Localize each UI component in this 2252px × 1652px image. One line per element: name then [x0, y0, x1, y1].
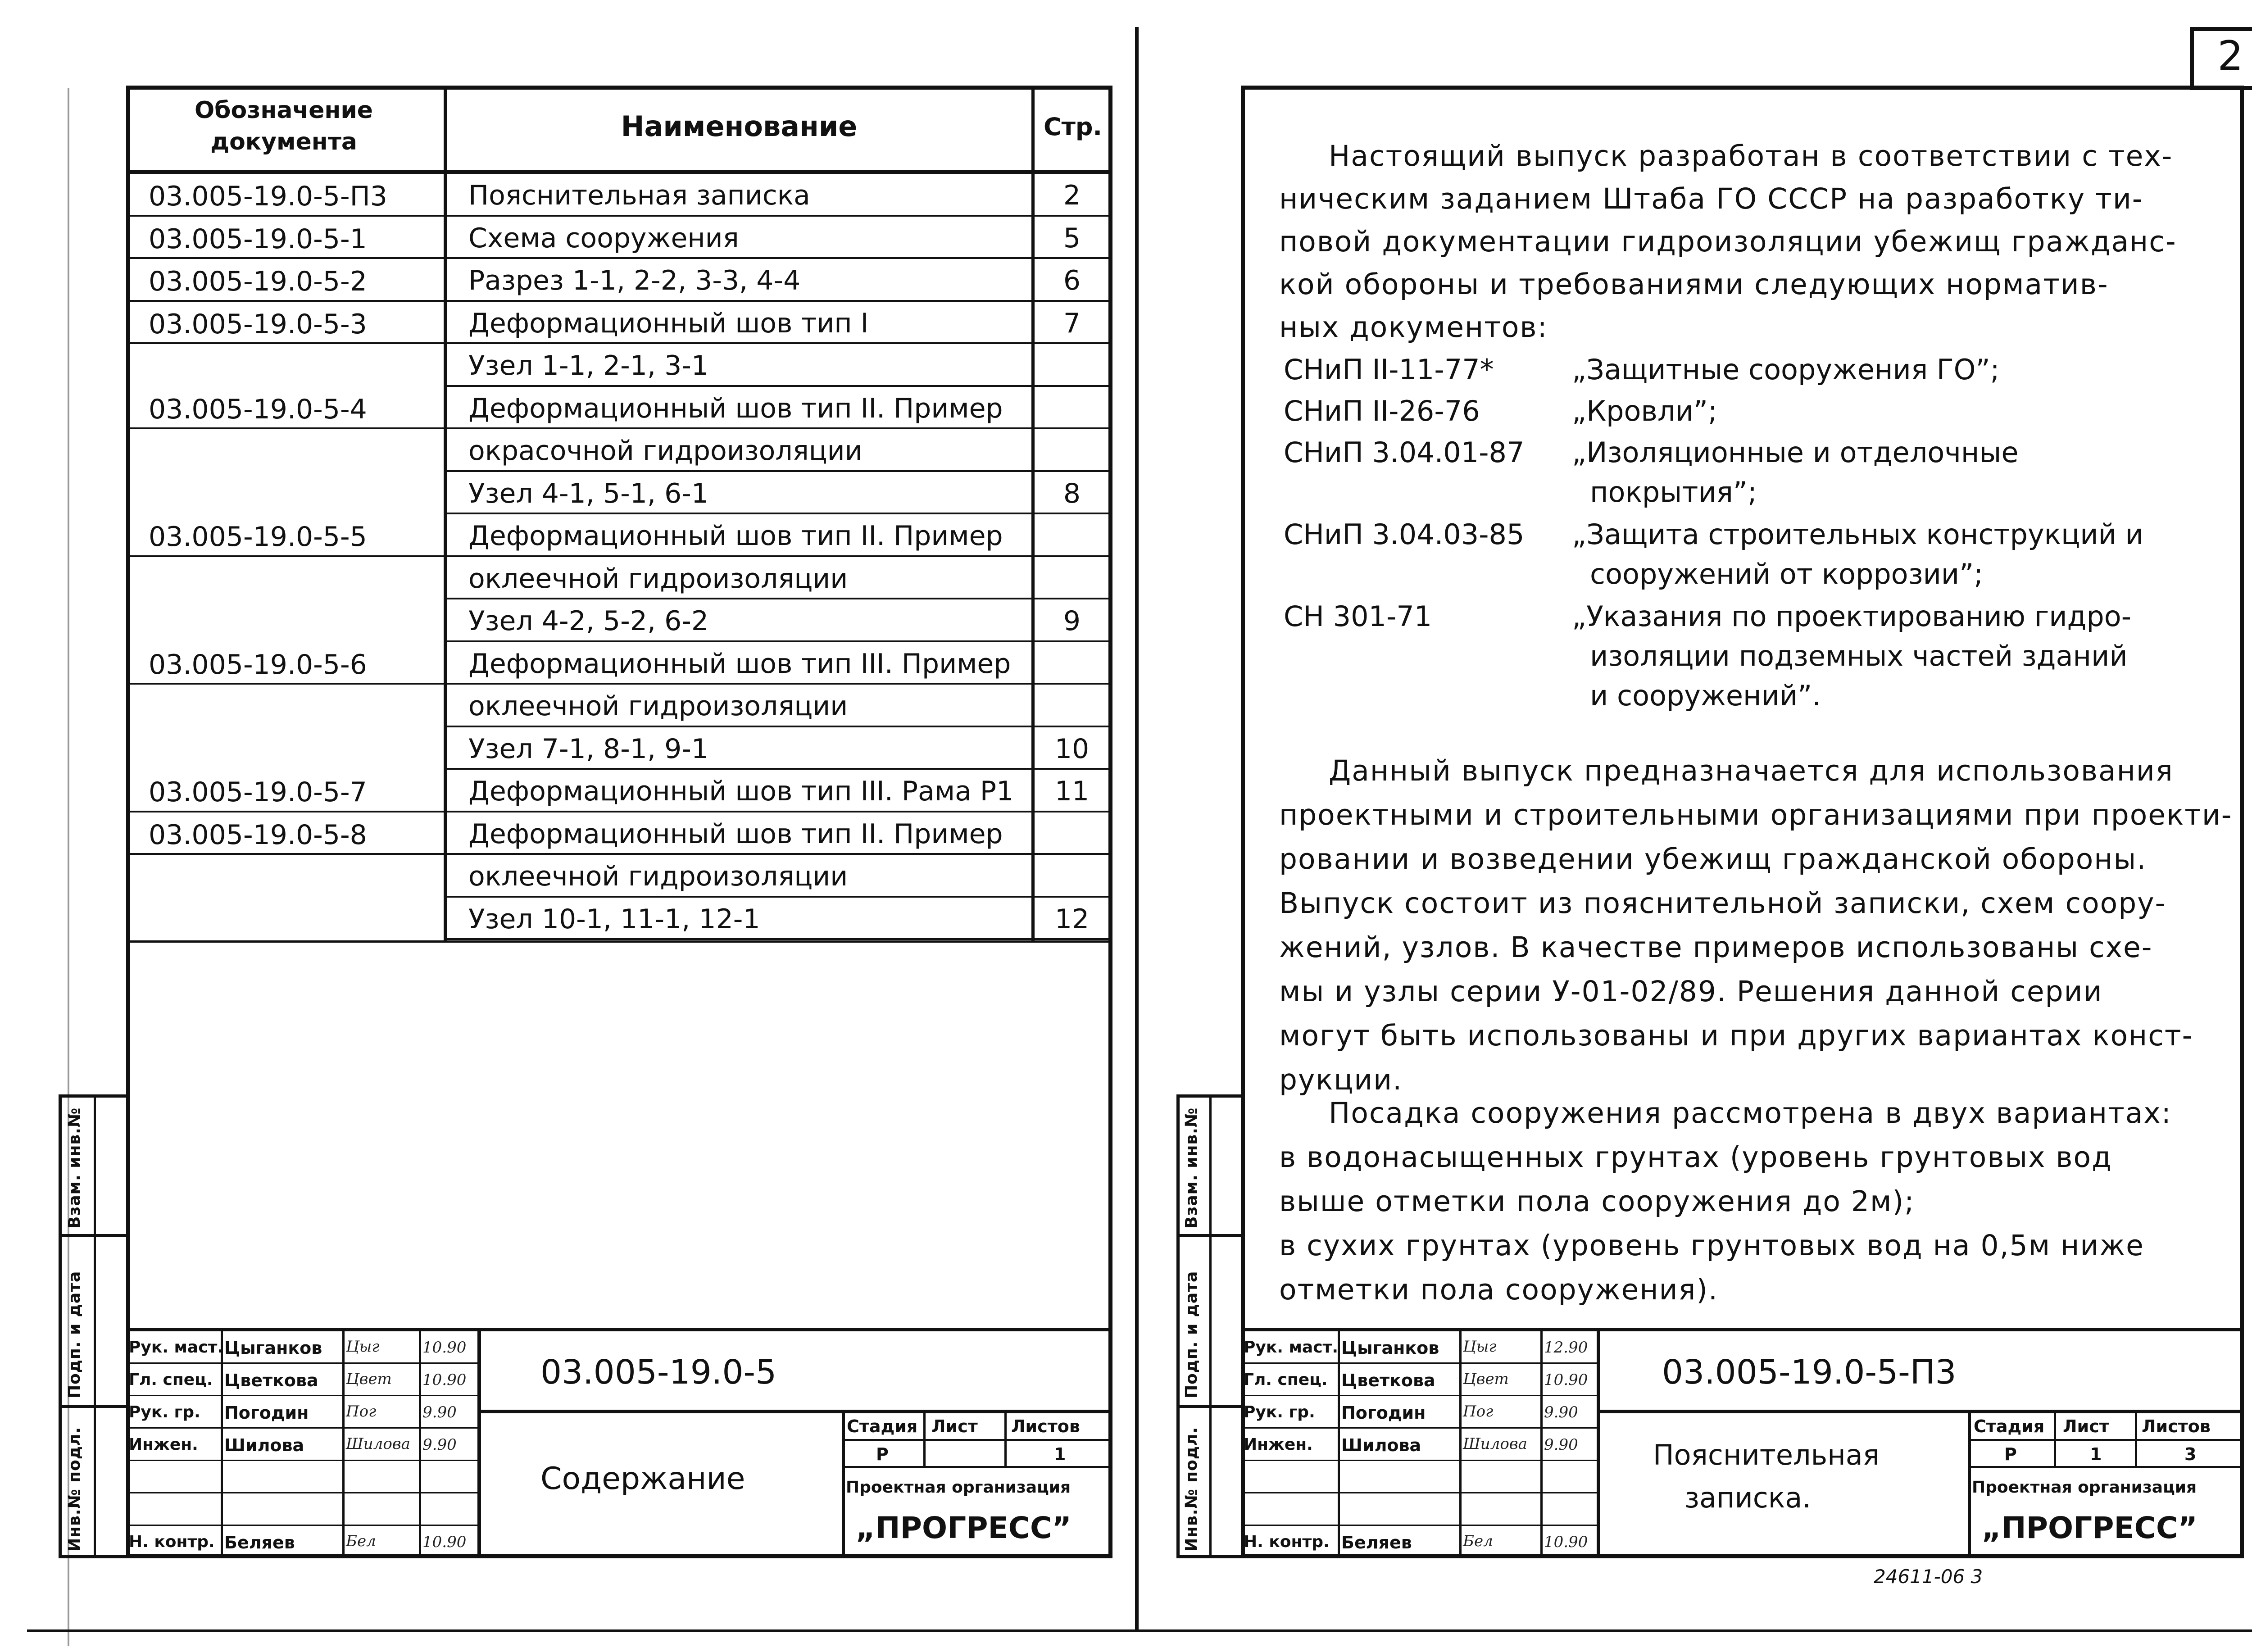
tb-stage-line: [842, 1466, 1112, 1468]
intro-line: Настоящий выпуск разработан в соответствии с тех-: [1329, 140, 2173, 172]
tb-mid-line: [1597, 1410, 2244, 1413]
tb-name: Погодин: [224, 1403, 309, 1423]
row-page: 5: [1063, 222, 1081, 254]
table-row-line: [126, 555, 1112, 557]
side-label-inv: Инв.№ подл.: [1182, 1426, 1201, 1552]
header-designation: Обозначение документа: [194, 97, 373, 156]
tb-col-line: [1968, 1410, 1971, 1558]
tb-date: 9.90: [1544, 1436, 1578, 1454]
row-code: 03.005-19.0-5-П3: [149, 181, 387, 212]
row-page: 10: [1054, 733, 1090, 765]
tb-date: 9.90: [422, 1436, 457, 1454]
variant-line: Посадка сооружения рассмотрена в двух вариантах:: [1329, 1097, 2172, 1130]
side-strip-divider: [1209, 1094, 1212, 1558]
tb-sheets-label: Листов: [2142, 1416, 2211, 1436]
variant-line: отметки пола сооружения).: [1279, 1273, 1719, 1306]
tb-stage-line: [1968, 1466, 2244, 1468]
norm-title: „Защита строительных конструкций и: [1572, 518, 2143, 551]
row-name: Узел 4-1, 5-1, 6-1: [468, 477, 709, 509]
row-name: Деформационный шов тип III. Пример: [468, 648, 1011, 680]
table-row-line: [126, 683, 1112, 685]
tb-date: 9.90: [1544, 1403, 1578, 1421]
tb-date: 10.90: [422, 1339, 467, 1357]
tb-top-line: [126, 1328, 1112, 1331]
side-label-podp: Подп. и дата: [1182, 1271, 1201, 1398]
row-code: 03.005-19.0-5-8: [149, 819, 367, 851]
tb-code: 03.005-19.0-5: [540, 1353, 777, 1392]
norm-code: СНиП 3.04.01-87: [1284, 436, 1525, 469]
row-page: 7: [1063, 307, 1081, 339]
row-page: 12: [1054, 903, 1090, 935]
tb-name: Беляев: [1341, 1533, 1412, 1552]
tb-name: Цветкова: [1341, 1371, 1435, 1390]
intro-line: кой обороны и требованиями следующих норматив-: [1279, 268, 2109, 301]
body-line: проектными и строительными организациями при проекти-: [1279, 799, 2233, 831]
tb-date: 10.90: [422, 1533, 467, 1551]
norm-title: и сооружений”.: [1590, 679, 1821, 712]
tb-role: Гл. спец.: [1244, 1371, 1328, 1389]
norm-title: „Кровли”;: [1572, 395, 1717, 427]
norm-title: „Указания по проектированию гидро-: [1572, 600, 2132, 633]
table-row-line: [126, 853, 1112, 855]
tb-signature: Цыг: [346, 1338, 380, 1356]
tb-stage-label: Стадия: [847, 1416, 918, 1436]
tb-signature: Шилова: [346, 1435, 410, 1453]
intro-line: повой документации гидроизоляции убежищ гражданс-: [1279, 225, 2177, 258]
norm-title: „Изоляционные и отделочные: [1572, 436, 2019, 469]
norm-title: „Защитные сооружения ГО”;: [1572, 353, 2000, 386]
tb-signature: Цвет: [1463, 1370, 1509, 1388]
tb-stage-col: [1004, 1410, 1007, 1466]
table-row-line: [126, 811, 1112, 812]
tb-row-line: [126, 1460, 479, 1461]
row-name: окрасочной гидроизоляции: [468, 435, 863, 467]
tb-row-line: [126, 1557, 479, 1558]
body-line: жений, узлов. В качестве примеров использованы схе-: [1279, 931, 2153, 964]
tb-role: Рук. гр.: [129, 1403, 200, 1421]
row-name: Деформационный шов тип II. Пример: [468, 520, 1003, 552]
row-code: 03.005-19.0-5-2: [149, 266, 367, 297]
row-name: Деформационный шов тип I: [468, 307, 869, 339]
body-line: могут быть использованы и при других вариантах конст-: [1279, 1019, 2193, 1052]
norm-code: СНиП II-11-77*: [1284, 353, 1494, 386]
table-row-line: [444, 640, 1112, 642]
tb-signature: Бел: [346, 1532, 376, 1550]
body-line: мы и узлы серии У-01-02/89. Решения данной серии: [1279, 975, 2103, 1008]
table-row-line: [126, 342, 1112, 344]
tb-org-name: „ПРОГРЕСС”: [1982, 1511, 2198, 1545]
row-name: Схема сооружения: [468, 222, 739, 254]
tb-mid-line: [477, 1410, 1112, 1413]
tb-signature: Цвет: [346, 1370, 392, 1388]
tb-title: Содержание: [540, 1461, 745, 1497]
row-name: Узел 10-1, 11-1, 12-1: [468, 903, 760, 935]
tb-org-name: „ПРОГРЕСС”: [856, 1511, 1072, 1545]
table-row-line: [444, 470, 1112, 472]
table-row-line: [444, 726, 1112, 727]
tb-stage-value: Р: [2004, 1444, 2017, 1464]
norm-code: СН 301-71: [1284, 600, 1432, 633]
tb-sheet-value: 1: [2090, 1444, 2102, 1464]
tb-row-line: [126, 1427, 479, 1429]
tb-row-line: [1241, 1427, 1598, 1429]
tb-row-line: [126, 1362, 479, 1364]
row-code: 03.005-19.0-5-7: [149, 776, 367, 808]
table-row-line: [444, 513, 1112, 514]
tb-role: Н. контр.: [1244, 1533, 1330, 1551]
row-page: 8: [1063, 477, 1081, 509]
row-name: Деформационный шов тип II. Пример: [468, 392, 1003, 424]
norm-code: СНиП 3.04.03-85: [1284, 518, 1525, 551]
tb-role: Гл. спец.: [129, 1371, 213, 1389]
tb-signature: Бел: [1463, 1532, 1493, 1550]
table-row-line: [444, 768, 1112, 770]
row-page: 6: [1063, 265, 1081, 296]
row-code: 03.005-19.0-5-5: [149, 521, 367, 553]
tb-role: Рук. гр.: [1244, 1403, 1315, 1421]
tb-date: 9.90: [422, 1403, 457, 1421]
table-row-line: [444, 598, 1112, 599]
tb-role: Инжен.: [1244, 1435, 1313, 1454]
row-page: 2: [1063, 180, 1081, 211]
side-strip-row: [1176, 1405, 1244, 1408]
row-name: оклеечной гидроизоляции: [468, 563, 848, 595]
table-row-line: [126, 215, 1112, 217]
tb-stage-label: Стадия: [1974, 1416, 2045, 1436]
side-strip-row: [59, 1234, 130, 1237]
table-row-line: [444, 896, 1112, 898]
body-line: Данный выпуск предназначается для использования: [1329, 754, 2174, 787]
norm-title: изоляции подземных частей зданий: [1590, 640, 2128, 672]
tb-name: Цыганков: [224, 1338, 322, 1358]
tb-stage-line: [1968, 1439, 2244, 1441]
tb-role: Н. контр.: [129, 1533, 215, 1551]
tb-name: Цветкова: [224, 1371, 318, 1390]
row-code: 03.005-19.0-5-4: [149, 393, 367, 425]
norm-title: покрытия”;: [1590, 476, 1757, 508]
row-name: Деформационный шов тип II. Пример: [468, 818, 1003, 850]
body-line: рукции.: [1279, 1063, 1403, 1096]
tb-stage-col: [2135, 1410, 2137, 1466]
tb-sheet-label: Лист: [931, 1416, 978, 1436]
side-strip-row: [1176, 1234, 1244, 1237]
tb-sheets-label: Листов: [1011, 1416, 1080, 1436]
tb-sheets-value: 1: [1054, 1444, 1066, 1464]
tb-name: Шилова: [224, 1435, 304, 1455]
tb-date: 10.90: [1544, 1533, 1588, 1551]
tb-date: 10.90: [422, 1371, 467, 1389]
tb-signature: Шилова: [1463, 1435, 1527, 1453]
tb-role: Рук. маст.: [129, 1338, 224, 1357]
tb-title-line2: записка.: [1684, 1481, 1812, 1514]
row-code: 03.005-19.0-5-6: [149, 649, 367, 681]
tb-org-label: Проектная организация: [1972, 1478, 2197, 1497]
sheet-number: 2: [2217, 32, 2243, 80]
sheet-divider: [1135, 27, 1139, 1630]
tb-name: Шилова: [1341, 1435, 1421, 1455]
row-name: оклеечной гидроизоляции: [468, 690, 848, 722]
variant-line: выше отметки пола сооружения до 2м);: [1279, 1185, 1915, 1218]
table-header-line: [126, 170, 1112, 174]
row-code: 03.005-19.0-5-3: [149, 308, 367, 340]
tb-date: 10.90: [1544, 1371, 1588, 1389]
row-name: Разрез 1-1, 2-2, 3-3, 4-4: [468, 265, 801, 296]
intro-line: ных документов:: [1279, 311, 1548, 344]
tb-name: Беляев: [224, 1533, 295, 1552]
header-page: Стр.: [1043, 113, 1103, 141]
tb-name: Цыганков: [1341, 1338, 1439, 1358]
tb-sheet-label: Лист: [2063, 1416, 2109, 1436]
table-bottom-line: [126, 940, 1112, 943]
side-strip-divider: [94, 1094, 96, 1558]
row-name: Узел 7-1, 8-1, 9-1: [468, 733, 709, 765]
tb-row-line: [126, 1492, 479, 1493]
side-label-vzam: Взам. инв.№: [65, 1107, 84, 1229]
row-name: Деформационный шов тип III. Рама Р1: [468, 776, 1014, 807]
tb-row-line: [1241, 1557, 1598, 1558]
tb-role: Рук. маст.: [1244, 1338, 1339, 1357]
tb-stage-col: [923, 1410, 926, 1466]
tb-org-label: Проектная организация: [846, 1478, 1071, 1497]
table-row-line: [444, 938, 1112, 940]
tb-signature: Пог: [1463, 1402, 1494, 1421]
side-label-podp: Подп. и дата: [65, 1271, 84, 1398]
norm-code: СНиП II-26-76: [1284, 395, 1480, 427]
tb-row-line: [1241, 1460, 1598, 1461]
tb-row-line: [1241, 1492, 1598, 1493]
table-row-line: [444, 385, 1112, 387]
header-name: Наименование: [621, 110, 858, 143]
tb-row-line: [1241, 1525, 1598, 1526]
table-row-line: [126, 427, 1112, 429]
variant-line: в сухих грунтах (уровень грунтовых вод на 0,5м ниже: [1279, 1229, 2144, 1262]
tb-top-line: [1241, 1328, 2244, 1331]
tb-col-line: [842, 1410, 845, 1558]
tb-sheets-value: 3: [2184, 1444, 2197, 1464]
page-bottom-line: [27, 1629, 2252, 1632]
tb-code: 03.005-19.0-5-П3: [1662, 1353, 1957, 1392]
row-name: оклеечной гидроизоляции: [468, 861, 848, 892]
row-code: 03.005-19.0-5-1: [149, 223, 367, 255]
tb-row-line: [1241, 1395, 1598, 1396]
tb-stage-col: [2054, 1410, 2056, 1466]
tb-row-line: [1241, 1362, 1598, 1364]
tb-role: Инжен.: [129, 1435, 198, 1454]
tb-signature: Цыг: [1463, 1338, 1497, 1356]
body-line: Выпуск состоит из пояснительной записки, схем соору-: [1279, 887, 2166, 920]
tb-row-line: [126, 1395, 479, 1396]
variant-line: в водонасыщенных грунтах (уровень грунтовых вод: [1279, 1141, 2112, 1174]
tb-row-line: [126, 1525, 479, 1526]
tb-signature: Пог: [346, 1402, 377, 1421]
footer-mark: 24611-06 3: [1874, 1566, 1983, 1588]
row-name: Узел 4-2, 5-2, 6-2: [468, 605, 709, 637]
row-page: 9: [1063, 605, 1081, 637]
side-label-vzam: Взам. инв.№: [1182, 1107, 1201, 1229]
tb-date: 12.90: [1544, 1339, 1588, 1357]
tb-stage-value: Р: [876, 1444, 889, 1464]
tb-stage-line: [842, 1439, 1112, 1441]
tb-name: Погодин: [1341, 1403, 1426, 1423]
tb-title-line1: Пояснительная: [1653, 1439, 1880, 1471]
body-line: ровании и возведении убежищ гражданской обороны.: [1279, 843, 2147, 876]
side-strip-row: [59, 1405, 130, 1408]
table-row-line: [126, 300, 1112, 302]
row-page: 11: [1054, 776, 1090, 807]
row-name: Пояснительная записка: [468, 180, 810, 211]
norm-title: сооружений от коррозии”;: [1590, 558, 1984, 590]
table-row-line: [126, 257, 1112, 259]
row-name: Узел 1-1, 2-1, 3-1: [468, 350, 709, 381]
intro-line: ническим заданием Штаба ГО СССР на разработку ти-: [1279, 182, 2143, 215]
side-label-inv: Инв.№ подл.: [65, 1426, 84, 1552]
